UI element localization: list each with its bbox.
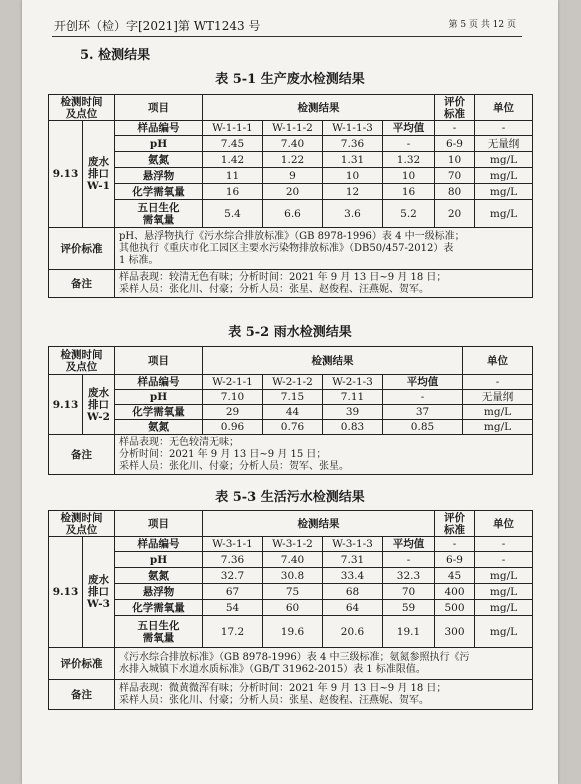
unit-value: mg/L (475, 168, 533, 184)
table-row (49, 152, 533, 168)
average-value: 37 (383, 405, 463, 420)
average-value: 10 (383, 168, 435, 184)
sample-id-row (49, 375, 533, 390)
value: 1.22 (263, 152, 323, 168)
sample-id: W-2-1-2 (263, 375, 323, 390)
evaluation-label: 评价标准 (49, 228, 115, 270)
standard-value: - (435, 537, 475, 552)
unit-value: mg/L (463, 405, 533, 420)
header-unit: 单位 (475, 95, 533, 121)
test-date: 9.13 (49, 537, 83, 648)
table-row (49, 420, 533, 435)
average-value: 1.32 (383, 152, 435, 168)
value: 20 (263, 184, 323, 200)
value: 67 (203, 584, 263, 600)
standard-value: 500 (435, 600, 475, 616)
sample-id: W-2-1-1 (203, 375, 263, 390)
table-row (49, 200, 533, 228)
value: 6.6 (263, 200, 323, 228)
table-row (49, 584, 533, 600)
item-name: 化学需氧量 (115, 405, 203, 420)
unit-value: - (475, 121, 533, 136)
table-1-caption: 表 5-1 生产废水检测结果 (215, 72, 365, 87)
unit-value: mg/L (475, 600, 533, 616)
unit-value: - (475, 552, 533, 568)
average-value: 70 (383, 584, 435, 600)
sample-id-label: 样品编号 (115, 537, 203, 552)
standard-value: 10 (435, 152, 475, 168)
standard-value: 300 (435, 616, 475, 648)
document-page (22, 0, 558, 784)
average-label: 平均值 (383, 121, 435, 136)
page-header (52, 14, 522, 37)
value: 60 (263, 600, 323, 616)
sampling-point: 废水 排口 W-1 (83, 121, 115, 228)
standard-value: 6-9 (435, 136, 475, 152)
sampling-point: 废水 排口 W-2 (83, 375, 115, 435)
unit-value: mg/L (475, 584, 533, 600)
table-production-wastewater (48, 94, 533, 298)
item-name: 五日生化 需氧量 (115, 616, 203, 648)
header-standard: 评价 标准 (435, 95, 475, 121)
page-number: 第 5 页 共 12 页 (448, 20, 516, 30)
report-number: 开创环（检）字[2021]第 WT1243 号 (54, 19, 261, 33)
item-name: pH (115, 390, 203, 405)
sample-id: W-3-1-1 (203, 537, 263, 552)
table-row (49, 616, 533, 648)
unit-value: 无量纲 (463, 390, 533, 405)
evaluation-text: pH、悬浮物执行《污水综合排放标准》（GB 8978-1996）表 4 中一级标准； 其他执行《重庆市化工园区主要水污染物排放标准》（DB50/457-2012）表 1 标准。 (115, 228, 533, 270)
average-value: - (383, 552, 435, 568)
value: 19.6 (263, 616, 323, 648)
header-standard: 评价 标准 (435, 511, 475, 537)
sampling-point: 废水 排口 W-3 (83, 537, 115, 648)
remarks-row (49, 680, 533, 710)
average-value: 5.2 (383, 200, 435, 228)
table-row (49, 168, 533, 184)
value: 7.36 (203, 552, 263, 568)
remarks-text: 样品表现：微黄微浑有味；分析时间：2021 年 9 月 13 日~9 月 18 日； 采样人员：张化川、付豪；分析人员：张星、赵俊程、汪燕妮、贺军。 (115, 680, 533, 710)
value: 32.7 (203, 568, 263, 584)
item-name: 悬浮物 (115, 584, 203, 600)
item-name: 化学需氧量 (115, 600, 203, 616)
section-title: 5. 检测结果 (80, 48, 151, 63)
value: 64 (323, 600, 383, 616)
value: 5.4 (203, 200, 263, 228)
header-time-point: 检测时间 及点位 (49, 347, 115, 375)
evaluation-row (49, 228, 533, 270)
value: 7.45 (203, 136, 263, 152)
value: 0.96 (203, 420, 263, 435)
average-value: - (383, 136, 435, 152)
value: 17.2 (203, 616, 263, 648)
unit-value: mg/L (475, 184, 533, 200)
sample-id-label: 样品编号 (115, 121, 203, 136)
table-row (49, 390, 533, 405)
evaluation-row (49, 648, 533, 680)
average-value: 0.85 (383, 420, 463, 435)
remarks-label: 备注 (49, 435, 115, 475)
evaluation-label: 评价标准 (49, 648, 115, 680)
sample-id: W-3-1-3 (323, 537, 383, 552)
item-name: 氨氮 (115, 152, 203, 168)
table-row (49, 405, 533, 420)
value: 3.6 (323, 200, 383, 228)
item-name: 氨氮 (115, 568, 203, 584)
standard-value: 70 (435, 168, 475, 184)
test-date: 9.13 (49, 375, 83, 435)
unit-value: mg/L (463, 420, 533, 435)
test-date: 9.13 (49, 121, 83, 228)
value: 39 (323, 405, 383, 420)
sample-id: W-1-1-3 (323, 121, 383, 136)
value: 7.40 (263, 136, 323, 152)
standard-value: 6-9 (435, 552, 475, 568)
value: 16 (203, 184, 263, 200)
value: 9 (263, 168, 323, 184)
table-header-row (49, 95, 533, 121)
value: 0.76 (263, 420, 323, 435)
remarks-label: 备注 (49, 680, 115, 710)
unit-value: - (463, 375, 533, 390)
sample-id: W-2-1-3 (323, 375, 383, 390)
value: 33.4 (323, 568, 383, 584)
unit-value: 无量纲 (475, 136, 533, 152)
table-domestic-sewage (48, 510, 533, 710)
table-row (49, 184, 533, 200)
value: 7.36 (323, 136, 383, 152)
remarks-text: 样品表现：无色较清无味； 分析时间：2021 年 9 月 13 日~9 月 15 日； 采样人员：张化川、付豪；分析人员：贺军、张星。 (115, 435, 533, 475)
standard-value: - (435, 121, 475, 136)
average-value: 19.1 (383, 616, 435, 648)
sample-id-label: 样品编号 (115, 375, 203, 390)
header-unit: 单位 (475, 511, 533, 537)
average-value: 59 (383, 600, 435, 616)
header-unit: 单位 (463, 347, 533, 375)
average-label: 平均值 (383, 537, 435, 552)
table-row (49, 136, 533, 152)
item-name: 悬浮物 (115, 168, 203, 184)
header-item: 项目 (115, 511, 203, 537)
value: 11 (203, 168, 263, 184)
sample-id: W-1-1-1 (203, 121, 263, 136)
standard-value: 400 (435, 584, 475, 600)
table-2-caption: 表 5-2 雨水检测结果 (228, 325, 352, 340)
standard-value: 20 (435, 200, 475, 228)
header-time-point: 检测时间 及点位 (49, 511, 115, 537)
value: 54 (203, 600, 263, 616)
item-name: 五日生化 需氧量 (115, 200, 203, 228)
value: 68 (323, 584, 383, 600)
value: 12 (323, 184, 383, 200)
unit-value: mg/L (475, 200, 533, 228)
sample-id-row (49, 121, 533, 136)
remarks-label: 备注 (49, 270, 115, 298)
value: 7.31 (323, 552, 383, 568)
value: 44 (263, 405, 323, 420)
header-item: 项目 (115, 347, 203, 375)
value: 30.8 (263, 568, 323, 584)
header-item: 项目 (115, 95, 203, 121)
remarks-text: 样品表现：较清无色有味；分析时间：2021 年 9 月 13 日~9 月 18 日； 采样人员：张化川、付豪；分析人员：张星、赵俊程、汪燕妮、贺军。 (115, 270, 533, 298)
item-name: 氨氮 (115, 420, 203, 435)
header-results: 检测结果 (203, 95, 435, 121)
value: 1.31 (323, 152, 383, 168)
item-name: pH (115, 552, 203, 568)
table-header-row (49, 511, 533, 537)
table-rainwater (48, 346, 533, 475)
table-row (49, 552, 533, 568)
header-results: 检测结果 (203, 511, 435, 537)
header-time-point: 检测时间 及点位 (49, 95, 115, 121)
value: 75 (263, 584, 323, 600)
remarks-row (49, 270, 533, 298)
table-header-row (49, 347, 533, 375)
value: 0.83 (323, 420, 383, 435)
sample-id-row (49, 537, 533, 552)
sample-id: W-3-1-2 (263, 537, 323, 552)
standard-value: 45 (435, 568, 475, 584)
average-value: 16 (383, 184, 435, 200)
value: 20.6 (323, 616, 383, 648)
table-row (49, 568, 533, 584)
sample-id: W-1-1-2 (263, 121, 323, 136)
unit-value: - (475, 537, 533, 552)
value: 7.10 (203, 390, 263, 405)
evaluation-text: 《污水综合排放标准》（GB 8978-1996）表 4 中三级标准；氨氮参照执行《污 水排入城镇下水道水质标准》（GB/T 31962-2015）表 1 标准限值。 (115, 648, 533, 680)
value: 1.42 (203, 152, 263, 168)
item-name: pH (115, 136, 203, 152)
unit-value: mg/L (475, 616, 533, 648)
standard-value: 80 (435, 184, 475, 200)
value: 7.15 (263, 390, 323, 405)
value: 10 (323, 168, 383, 184)
table-row (49, 600, 533, 616)
unit-value: mg/L (475, 152, 533, 168)
average-value: - (383, 390, 463, 405)
value: 29 (203, 405, 263, 420)
average-label: 平均值 (383, 375, 463, 390)
table-3-caption: 表 5-3 生活污水检测结果 (215, 490, 365, 505)
remarks-row (49, 435, 533, 475)
value: 7.40 (263, 552, 323, 568)
item-name: 化学需氧量 (115, 184, 203, 200)
header-results: 检测结果 (203, 347, 463, 375)
average-value: 32.3 (383, 568, 435, 584)
unit-value: mg/L (475, 568, 533, 584)
value: 7.11 (323, 390, 383, 405)
